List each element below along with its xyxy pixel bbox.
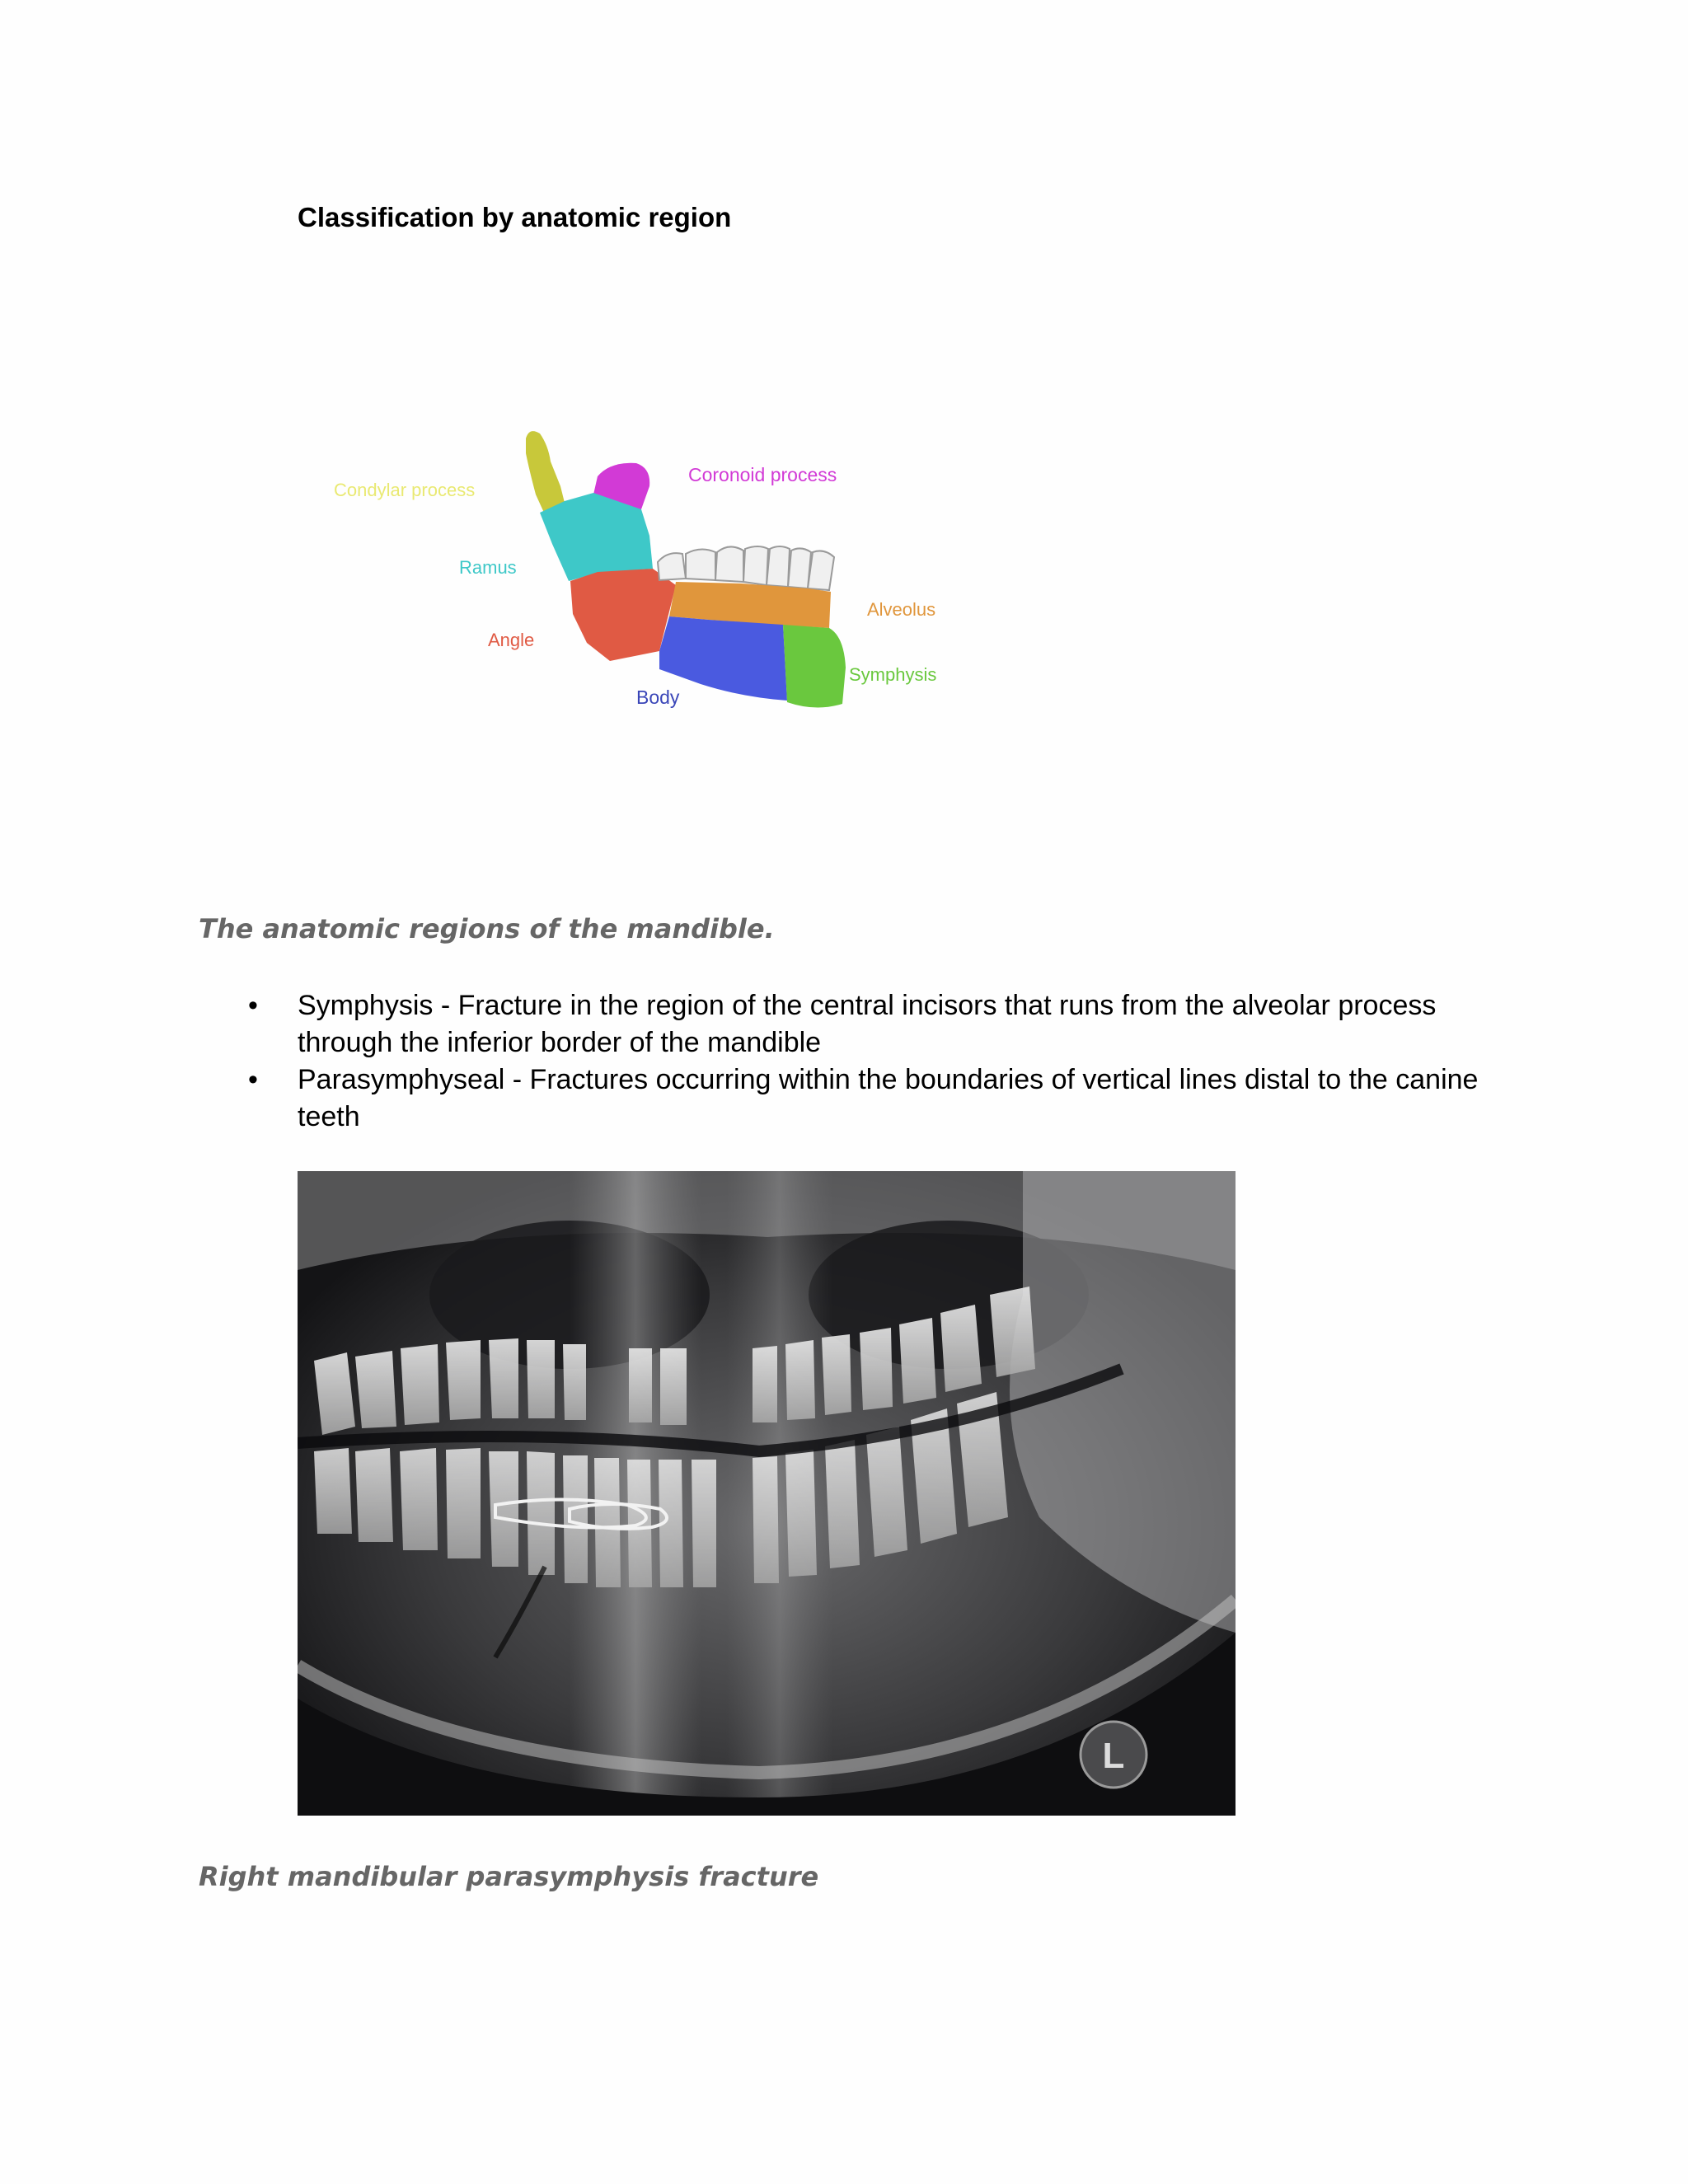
mandible-regions-figure (313, 404, 973, 742)
region-symphysis (783, 625, 846, 708)
panoramic-xray-image (298, 1171, 1236, 1816)
region-condylar (526, 431, 565, 513)
figure-caption-mandible-regions: The anatomic regions of the mandible. (199, 913, 775, 944)
bullet-icon: • (248, 990, 258, 1021)
label-symphysis: Symphysis (849, 664, 937, 685)
label-alveolus: Alveolus (867, 599, 936, 620)
fracture-type-list (248, 987, 1484, 1136)
label-ramus: Ramus (459, 557, 517, 578)
region-angle (570, 569, 676, 661)
list-item-text: Parasymphyseal - Fractures occurring within the boundaries of vertical lines distal to the canine teeth (298, 1064, 1479, 1132)
label-angle: Angle (488, 630, 535, 650)
label-condylar: Condylar process (334, 480, 476, 500)
list-item (248, 1062, 1484, 1136)
bullet-icon: • (248, 1064, 258, 1095)
label-body: Body (636, 687, 680, 708)
label-coronoid: Coronoid process (688, 464, 837, 485)
list-item (248, 987, 1484, 1062)
list-item-text: Symphysis - Fracture in the region of the central incisors that runs from the alveolar process through the inferior border of the mandible (298, 990, 1437, 1058)
xray-side-marker: L (1102, 1736, 1125, 1776)
section-heading: Classification by anatomic region (298, 202, 732, 232)
figure-caption-xray: Right mandibular parasymphysis fracture (199, 1861, 819, 1892)
